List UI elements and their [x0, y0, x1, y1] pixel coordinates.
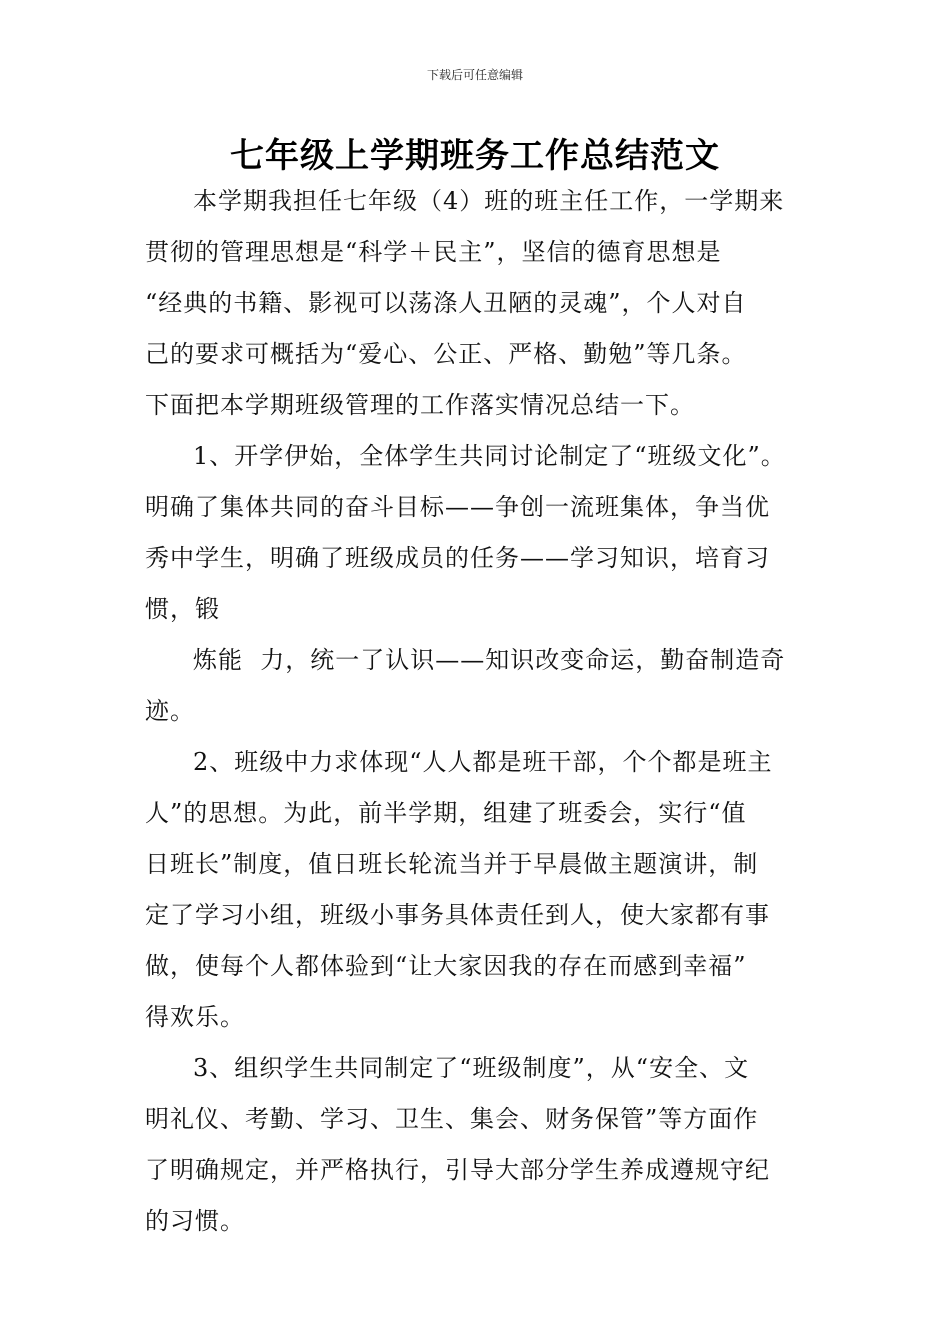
text-line: “经典的书籍、影视可以荡涤人丑陋的灵魂”，个人对自 [145, 289, 747, 317]
text-line: 明确了集体共同的奋斗目标——争创一流班集体，争当优 [145, 493, 770, 521]
paragraph-item-1 [145, 431, 805, 635]
text-line: 3、组织学生共同制定了“班级制度”，从“安全、文 [193, 1054, 750, 1082]
text-line: 得欢乐。 [145, 1003, 245, 1031]
document-body [145, 176, 805, 1247]
text-line: 了明确规定，并严格执行，引导大部分学生养成遵规守纪 [145, 1156, 770, 1184]
text-line: 己的要求可概括为“爱心、公正、严格、勤勉”等几条。 [145, 340, 747, 368]
text-line: 做，使每个人都体验到“让大家因我的存在而感到幸福” [145, 952, 747, 980]
document-title: 七年级上学期班务工作总结范文 [230, 136, 720, 176]
paragraph-item-3 [145, 1043, 805, 1247]
text-line: 下面把本学期班级管理的工作落实情况总结一下。 [145, 391, 695, 419]
text-line: 2、班级中力求体现“人人都是班干部，个个都是班主 [193, 748, 773, 776]
text-line: 炼能 力，统一了认识——知识改变命运，勤奋制造奇 [193, 646, 786, 674]
header-note: 下载后可任意编辑 [426, 68, 523, 82]
text-line: 迹。 [145, 697, 195, 725]
text-line: 1、开学伊始，全体学生共同讨论制定了“班级文化”。 [193, 442, 786, 470]
paragraph-intro [145, 176, 805, 431]
text-line: 秀中学生，明确了班级成员的任务——学习知识，培育习 [145, 544, 770, 572]
text-line: 明礼仪、考勤、学习、卫生、集会、财务保管”等方面作 [145, 1105, 759, 1133]
text-line: 定了学习小组，班级小事务具体责任到人，使大家都有事 [145, 901, 770, 929]
paragraph-item-1-continued [145, 635, 805, 737]
paragraph-item-2 [145, 737, 805, 1043]
text-line: 惯，锻 [145, 595, 220, 623]
text-line: 本学期我担任七年级（4）班的班主任工作，一学期来 [193, 187, 785, 215]
text-line: 人”的思想。为此，前半学期，组建了班委会，实行“值 [145, 799, 747, 827]
text-line: 贯彻的管理思想是“科学＋民主”，坚信的德育思想是 [145, 238, 722, 266]
text-line: 的习惯。 [145, 1207, 245, 1235]
text-line: 日班长”制度，值日班长轮流当并于早晨做主题演讲，制 [145, 850, 759, 878]
